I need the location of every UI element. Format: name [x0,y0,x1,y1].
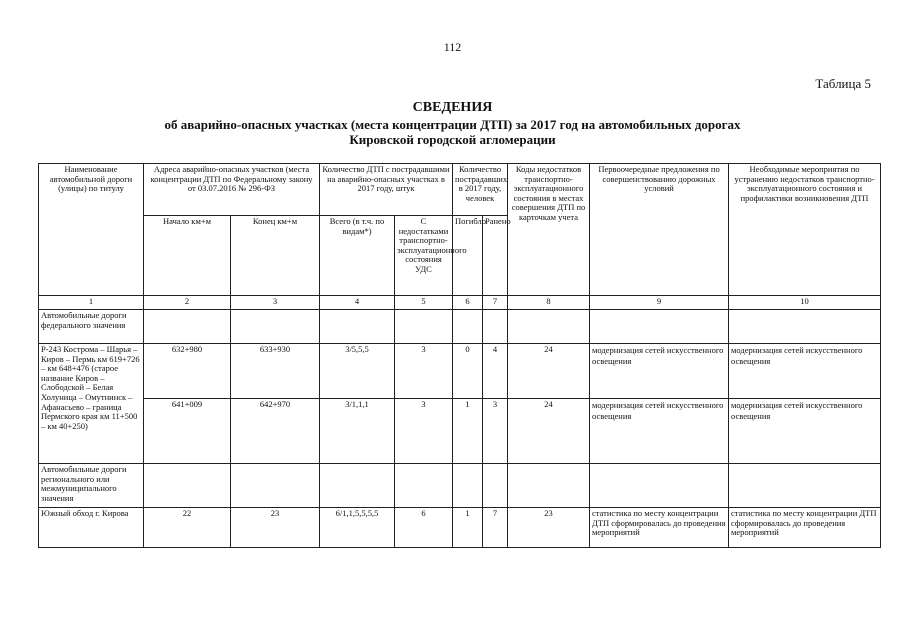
start-cell: 22 [144,508,231,548]
column-number: 4 [320,296,395,310]
start-cell: 632+980 [144,344,231,399]
priority-cell: статистика по месту концентрации ДТП сформировалась до проведения мероприятий [590,508,729,548]
priority-cell: модернизация сетей искусственного освещения [590,344,729,399]
header-start: Начало км+м [144,216,231,296]
total-cell: 6/1,1,5,5,5,5 [320,508,395,548]
total-cell: 3/5,5,5 [320,344,395,399]
document-subtitle [0,117,905,147]
start-cell: 641+009 [144,399,231,464]
with-defects-cell: 3 [395,344,453,399]
injured-cell: 4 [483,344,508,399]
header-killed: Погибло [453,216,483,296]
codes-cell: 24 [508,344,590,399]
end-cell: 23 [231,508,320,548]
page-number: 112 [443,40,462,54]
with-defects-cell: 6 [395,508,453,548]
section-row-federal [39,310,881,344]
road-name-cell: Южный обход г. Кирова [39,508,144,548]
header-victims: Количество пострадавших в 2017 году, человек [453,164,508,216]
section-regional-label: Автомобильные дороги регионального или межмуниципального значения [39,464,144,508]
table-row [39,344,881,399]
killed-cell: 1 [453,508,483,548]
document-title: СВЕДЕНИЯ [412,100,493,115]
section-federal-label: Автомобильные дороги федерального значения [39,310,144,344]
measures-cell: модернизация сетей искусственного освещения [729,399,881,464]
priority-cell: модернизация сетей искусственного освещения [590,399,729,464]
header-measures: Необходимые мероприятия по устранению недостатков транспортно-эксплуатационного состояния и профилактики возникновения ДТП [729,164,881,296]
header-addresses: Адреса аварийно-опасных участков (места концентрации ДТП по Федеральному закону от 03.07.2016 № 296-ФЗ [144,164,320,216]
measures-cell: модернизация сетей искусственного освещения [729,344,881,399]
header-end: Конец км+м [231,216,320,296]
injured-cell: 7 [483,508,508,548]
codes-cell: 24 [508,399,590,464]
measures-cell: статистика по месту концентрации ДТП сформировалась до проведения мероприятий [729,508,881,548]
subtitle-line: об аварийно-опасных участках (места концентрации ДТП) за 2017 год на автомобильных дорогах [164,117,741,132]
codes-cell: 23 [508,508,590,548]
with-defects-cell: 3 [395,399,453,464]
column-numbers-row [39,296,881,310]
column-number: 5 [395,296,453,310]
column-number: 6 [453,296,483,310]
header-with-defects: С недостатками транспортно-эксплуатационного состояния УДС [395,216,453,296]
column-number: 3 [231,296,320,310]
total-cell: 3/1,1,1 [320,399,395,464]
table-label: Таблица 5 [815,76,871,91]
road-name-cell: Р-243 Кострома – Шарья – Киров – Пермь км 619+726 – км 648+476 (старое название Киров – Слободской – Белая Холуница – Омутнинск – Афанасьево – граница Пермского края км 11+500 – км 40+250) [39,344,144,464]
table-row [39,399,881,464]
header-total: Всего (в т.ч. по видам*) [320,216,395,296]
injured-cell: 3 [483,399,508,464]
killed-cell: 0 [453,344,483,399]
header-road-name: Наименование автомобильной дороги (улицы) по титулу [39,164,144,296]
table-row [39,508,881,548]
killed-cell: 1 [453,399,483,464]
section-row-regional [39,464,881,508]
header-priority: Первоочередные предложения по совершенствованию дорожных условий [590,164,729,296]
end-cell: 642+970 [231,399,320,464]
header-codes: Коды недостатков транспортно-эксплуатационного состояния в местах совершения ДТП по карточкам учета [508,164,590,296]
header-injured: Ранено [483,216,508,296]
header-dtp-count: Количество ДТП с пострадавшими на аварийно-опасных участках в 2017 году, штук [320,164,453,216]
column-number: 9 [590,296,729,310]
end-cell: 633+930 [231,344,320,399]
column-number: 8 [508,296,590,310]
column-number: 2 [144,296,231,310]
column-number: 7 [483,296,508,310]
column-number: 10 [729,296,881,310]
dtp-table [38,163,881,548]
subtitle-line: Кировской городской агломерации [349,132,556,147]
column-number: 1 [39,296,144,310]
